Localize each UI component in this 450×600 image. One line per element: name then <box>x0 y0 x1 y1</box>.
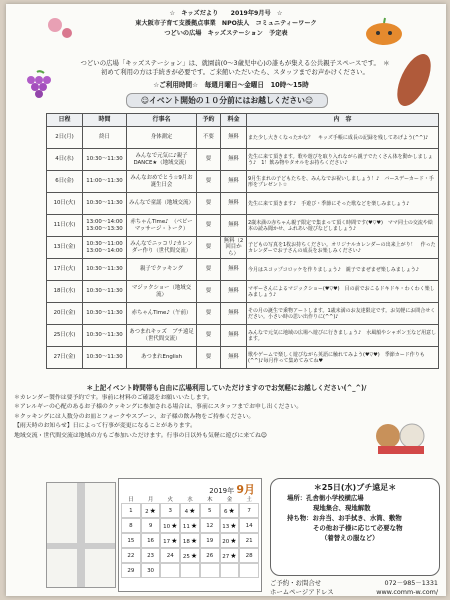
row-event: あつまれEnglish <box>127 347 197 369</box>
row-date: 10日(火) <box>47 193 83 215</box>
row-reserve: 要 <box>197 347 221 369</box>
row-reserve: 要 <box>197 149 221 171</box>
row-date: 25日(水) <box>47 325 83 347</box>
row-event: 赤ちゃんTime♪ （ベビーマッサージ・トーク） <box>127 215 197 237</box>
contact-info <box>270 579 438 596</box>
row-fee: 無料 <box>221 303 247 325</box>
note-item: 地域交流・世代間交流は地域の方もご参加いただけます。行事の日以外も気軽に遊びに来てね☺ <box>14 432 268 439</box>
row-date: 20日(金) <box>47 303 83 325</box>
header-desc: 内 容 <box>247 114 439 127</box>
calendar-day: 20 ★ <box>220 533 240 548</box>
row-fee: 無料 <box>221 193 247 215</box>
calendar-day: 9 <box>141 518 161 533</box>
map-road <box>47 543 115 549</box>
grape-icon <box>22 70 52 104</box>
calendar-day: 3 <box>160 503 180 518</box>
hours-text: ☆ご利用時間☆ 毎週月曜日〜金曜日 10時〜15時 <box>153 81 309 89</box>
row-reserve: 要 <box>197 281 221 303</box>
row-desc: 先生に来て頂きます。歌や遊びを取り入れながら親子でたくさん体を動かしましょう♪ 1！飲み物やタオルをお持ちください♪ <box>247 149 439 171</box>
puchi-title: ＊25日(水)プチ遠足＊ <box>313 483 397 492</box>
row-time: 10:30〜11:30 <box>83 149 127 171</box>
note-item: ＊カレンダー製作は要予約です。事前に材料のご確認をお願いいたします。 <box>14 394 213 401</box>
table-row <box>47 237 439 259</box>
row-reserve: 要 <box>197 237 221 259</box>
calendar-day: 10 ★ <box>160 518 180 533</box>
calendar-day: 24 <box>160 548 180 563</box>
row-reserve: 不要 <box>197 127 221 149</box>
calendar-month: 9月 <box>236 483 255 496</box>
row-reserve: 要 <box>197 171 221 193</box>
puchi-items: 持ち物：お弁当、お手拭き、水筒、敷物 <box>287 514 402 522</box>
calendar-weekday: 木 <box>206 497 213 503</box>
row-date: 4日(水) <box>47 149 83 171</box>
calendar-day <box>180 563 200 578</box>
header-line-1: ☆ キッズだより 2019年9月号 ☆ <box>169 10 283 17</box>
row-time: 10:30〜11:30 <box>83 347 127 369</box>
table-row <box>47 303 439 325</box>
row-desc: 今月はスコップコロッケを作りましょう♪ 親子でまぜまぜ楽しみましょう♪ <box>247 259 439 281</box>
flyer-page <box>6 4 446 596</box>
row-date: 13日(金) <box>47 237 83 259</box>
calendar-year: 2019年 <box>209 487 235 495</box>
row-event: みんなで童謡（地域交流） <box>127 193 197 215</box>
row-event: あつまれキッズ ブチ遠足（世代間交流） <box>127 325 197 347</box>
row-desc: マギーさんによるマジックショー(♥▽♥) 目の前でおこるドキドキ・わくわく楽しみましょう♪ <box>247 281 439 303</box>
table-row <box>47 193 439 215</box>
row-time: 10:30〜11:30 <box>83 259 127 281</box>
calendar-grid <box>121 503 259 578</box>
row-reserve: 要 <box>197 193 221 215</box>
calendar-day: 29 <box>121 563 141 578</box>
row-reserve: 要 <box>197 303 221 325</box>
header-reserve: 予約 <box>197 114 221 127</box>
calendar <box>118 478 262 592</box>
row-date: 17日(火) <box>47 259 83 281</box>
notes-section <box>14 384 439 442</box>
row-time: 11:00〜11:30 <box>83 171 127 193</box>
contact-phone: 072－985－1331 <box>384 579 438 587</box>
row-fee: 無料 <box>221 127 247 149</box>
table-row <box>47 347 439 369</box>
puchi-meet: 現地集合、現地解散 <box>313 504 371 512</box>
table-row <box>47 259 439 281</box>
map-road <box>77 483 85 587</box>
row-event: みんなおめでとう☆9月お誕生日会 <box>127 171 197 193</box>
calendar-weekdays <box>121 495 259 503</box>
table-row <box>47 325 439 347</box>
calendar-weekday: 月 <box>147 497 154 503</box>
row-desc: また少し大きくなったかな？ キッズ手帳に成長の記録を残してあげよう(^^)♪ <box>247 127 439 149</box>
row-event: みんなでニッコリ♪カレンダー作り（世代間交流） <box>127 237 197 259</box>
row-desc: 子どもの写真を1枚お持ちください。オリジナルカレンダーの出来上がり！ 作ったカレンダーでお子さんの成長をお楽しみください♪ <box>247 237 439 259</box>
calendar-day <box>200 563 220 578</box>
header-date: 日程 <box>47 114 83 127</box>
calendar-day: 25 ★ <box>180 548 200 563</box>
note-item: ＊クッキングには人数分のお皿とフォークやスプーン、お子様の飲み物をご持参ください。 <box>14 413 255 420</box>
header-event: 行事名 <box>127 114 197 127</box>
puchi-place: 場所：孔舎衙小学校横広場 <box>287 494 364 502</box>
table-header-row <box>47 114 439 127</box>
row-event: マジックショー（地域交流） <box>127 281 197 303</box>
row-desc: 歌やゲームで楽しく遊びながら英語に触れてみよう(♥▽♥) 季節カード作りも(^^)♪毎月作って集めてみてね♥ <box>247 347 439 369</box>
calendar-day: 14 <box>239 518 259 533</box>
calendar-day: 15 <box>121 533 141 548</box>
calendar-day: 11 ★ <box>180 518 200 533</box>
calendar-day <box>239 563 259 578</box>
header-time: 時間 <box>83 114 127 127</box>
note-item: ＊アレルギーの心配のあるお子様のクッキングに参加される場合は、事前にスタッフまでお申し出ください。 <box>14 404 303 411</box>
calendar-weekday: 火 <box>167 497 174 503</box>
header-fee: 料金 <box>221 114 247 127</box>
puchi-items-note: （着替えの服など） <box>321 534 379 542</box>
calendar-day: 2 ★ <box>141 503 161 518</box>
row-desc: 先生に来て頂きます♪ 手遊び・季節にそった歌などを楽しみましょう♪ <box>247 193 439 215</box>
puchi-ensoku-box <box>270 478 440 576</box>
calendar-day: 27 ★ <box>220 548 240 563</box>
row-event: 身体測定 <box>127 127 197 149</box>
calendar-day: 28 <box>239 548 259 563</box>
row-date: 11日(水) <box>47 215 83 237</box>
row-fee: 無料（2回目から） <box>221 237 247 259</box>
calendar-day: 1 <box>121 503 141 518</box>
row-desc: その月の誕生で乗物アートします。1歳未満のお友達限定です。お気軽にお問合せください。小さい時の思い出作りに(^^)♪ <box>247 303 439 325</box>
row-time: 10:30〜11:30 <box>83 193 127 215</box>
calendar-day: 16 <box>141 533 161 548</box>
calendar-weekday: 土 <box>246 497 252 503</box>
calendar-day: 4 ★ <box>180 503 200 518</box>
calendar-weekday: 水 <box>187 497 193 503</box>
calendar-day: 19 <box>200 533 220 548</box>
row-reserve: 要 <box>197 215 221 237</box>
table-row <box>47 215 439 237</box>
note-item: 【雨天時のお知らせ】日によって行事が変更になることがあります。 <box>14 423 196 430</box>
row-fee: 無料 <box>221 347 247 369</box>
calendar-day: 26 <box>200 548 220 563</box>
header-line-2: 東大阪市子育て支援拠点事業 NPO法人 コミュニティーワーク <box>135 20 317 27</box>
row-time: 13:00〜14:00 13:00〜13:30 <box>83 215 127 237</box>
sweet-potato-icon <box>394 48 434 112</box>
row-fee: 無料 <box>221 215 247 237</box>
table-row <box>47 149 439 171</box>
calendar-day: 17 ★ <box>160 533 180 548</box>
calendar-day <box>160 563 180 578</box>
header-line-3: つどいの広場 キッズステーション 予定表 <box>164 30 288 37</box>
calendar-day: 21 <box>239 533 259 548</box>
row-date: 6日(金) <box>47 171 83 193</box>
table-row <box>47 281 439 303</box>
row-desc: 9月生まれの子どもたちを、みんなでお祝いしましょう！♪ バースデーカード・手形をプレゼント☆ <box>247 171 439 193</box>
row-reserve: 要 <box>197 259 221 281</box>
calendar-day: 6 ★ <box>220 503 240 518</box>
row-event: 赤ちゃんTime♪（午前） <box>127 303 197 325</box>
calendar-day: 22 <box>121 548 141 563</box>
notes-title: ＊上記イベント時間帯も自由に広場利用していただけますのでお気軽にお越しください(^_^)/ <box>86 384 367 392</box>
calendar-day: 7 <box>239 503 259 518</box>
puchi-items-other: その他お子様に応じて必要な物 <box>313 524 403 532</box>
map-illustration <box>46 482 116 588</box>
row-desc: みんなで元気に地域の広場へ遊びに行きましょう♪ 水風船やシャボン玉など用意します。 <box>247 325 439 347</box>
row-time: 10:30〜11:00 13:00〜14:00 <box>83 237 127 259</box>
row-fee: 無料 <box>221 171 247 193</box>
row-time: 終日 <box>83 127 127 149</box>
row-fee: 無料 <box>221 325 247 347</box>
calendar-day: 18 ★ <box>180 533 200 548</box>
row-event: みんなで元気に♪親子DANCE★（地域交流） <box>127 149 197 171</box>
row-event: 親子でクッキング <box>127 259 197 281</box>
row-fee: 無料 <box>221 281 247 303</box>
row-time: 10:30〜11:30 <box>83 325 127 347</box>
row-desc: 2歳未満の赤ちゃん親子限定で集まって頂く時間です(♥▽♥) ママ同士の交流や絵本の読み聞かせ、ふれあい遊びなどしましょう♪ <box>247 215 439 237</box>
row-time: 10:30〜11:30 <box>83 281 127 303</box>
contact-label: ご予約・お問合せ <box>270 579 322 587</box>
notice-band: ☺イベント開始の１０分前にはお越しください☺ <box>126 93 328 108</box>
row-date: 18日(水) <box>47 281 83 303</box>
calendar-weekday: 金 <box>226 497 233 503</box>
calendar-day: 12 <box>200 518 220 533</box>
row-time: 10:30〜11:30 <box>83 303 127 325</box>
hp-value[interactable]: www.comm-w.com/ <box>376 587 438 596</box>
calendar-day: 30 <box>141 563 161 578</box>
hp-label: ホームページアドレス <box>270 587 334 596</box>
schedule-table <box>46 113 439 369</box>
row-reserve: 要 <box>197 325 221 347</box>
calendar-day: 8 <box>121 518 141 533</box>
table-row <box>47 127 439 149</box>
calendar-weekday: 日 <box>128 497 134 503</box>
calendar-day <box>220 563 240 578</box>
table-row <box>47 171 439 193</box>
row-date: 27日(金) <box>47 347 83 369</box>
calendar-day: 5 <box>200 503 220 518</box>
calendar-day: 13 ★ <box>220 518 240 533</box>
row-fee: 無料 <box>221 149 247 171</box>
intro-text: つどいの広場「キッズステーション」は、就園前(0〜3歳児中心)の誰もが集える公共親子スペースです。 ＊初めて利用の方は手続きが必要です。ご来館いただいたら、スタッフまでお声かけください。 <box>80 59 390 76</box>
row-date: 2日(月) <box>47 127 83 149</box>
row-fee: 無料 <box>221 259 247 281</box>
calendar-day: 23 <box>141 548 161 563</box>
